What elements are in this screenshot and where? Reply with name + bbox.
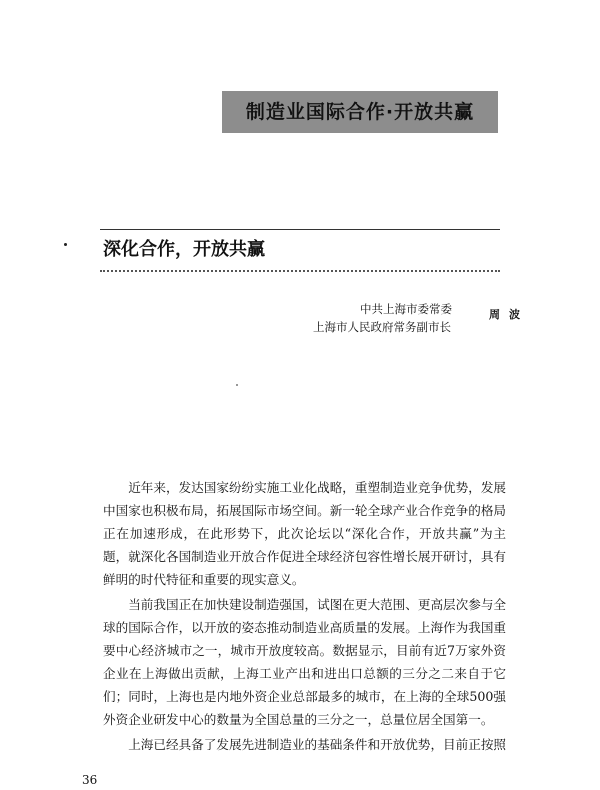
section-banner-title: 制造业国际合作·开放共赢 bbox=[245, 101, 475, 123]
page-number: 36 bbox=[82, 773, 98, 787]
paragraph: 上海已经具备了发展先进制造业的基础条件和开放优势，目前正按照 bbox=[128, 737, 506, 752]
author-name: 周波 bbox=[489, 308, 529, 321]
section-banner bbox=[222, 91, 498, 133]
author-title-2: 上海市人民政府常务副市长 bbox=[313, 320, 451, 334]
title-bottom-rule bbox=[100, 270, 500, 272]
paragraph: 当前我国正在加快建设制造强国，试图在更大范围、更高层次参与全球的国际合作，以开放的姿态推动制造业高质量的发展。上海作为我国重要中心经济城市之一，城市开放度较高。数据显示，目前有近7万家外资企业在上海做出贡献，上海工业产出和进出口总额的三分之二来自于它们；同时，上海也是内地外资企业总部最多的城市，在上海的全球500强外资企业研发中心的数量为全国总量的三分之一，总量位居全国第一。 bbox=[103, 597, 506, 727]
stray-dot bbox=[236, 384, 238, 386]
article-title: 深化合作，开放共赢 bbox=[103, 239, 265, 260]
article-body bbox=[103, 476, 506, 758]
author-title-1: 中共上海市委常委 bbox=[360, 302, 452, 316]
stray-dot bbox=[64, 243, 67, 246]
title-top-rule bbox=[100, 229, 500, 230]
paragraph: 近年来，发达国家纷纷实施工业化战略，重塑制造业竞争优势，发展中国家也积极布局，拓展国际市场空间。新一轮全球产业合作竞争的格局正在加速形成，在此形势下，此次论坛以“深化合作，开放共赢”为主题，就深化各国制造业开放合作促进全球经济包容性增长展开研讨，具有鲜明的时代特征和重要的现实意义。 bbox=[103, 480, 506, 587]
